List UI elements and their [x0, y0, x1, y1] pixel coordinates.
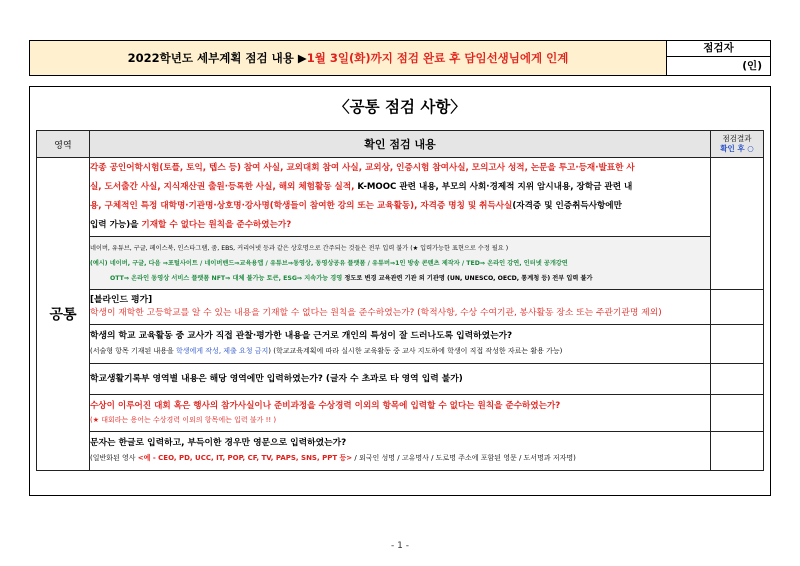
header-result-line1: 점검결과	[722, 134, 752, 143]
row4-text: 학교생활기록부 영역별 내용은 해당 영역에만 입력하였는가? (글자 수 초과로 타 영역 입력 불가)	[90, 373, 463, 384]
row1-result[interactable]	[711, 158, 764, 290]
row6-content	[90, 432, 711, 471]
row3-sub-blue: 학생에게 작성, 제출 요청 금지	[176, 347, 269, 355]
table-header-row	[37, 131, 764, 158]
row2-title: [블라인드 평가]	[90, 295, 153, 305]
row6-sub-b: / 외국인 성명 / 고유명사 / 도로명 주소에 포함된 영문 / 도서명과 저자명)	[352, 454, 576, 462]
area-label: 공통	[49, 307, 77, 323]
row1-line-c	[90, 197, 710, 216]
row1-line-b-black: K-MOOC 관련 내용, 부모의 사회·경제적 지위 암시내용, 장학금 관련 내	[357, 182, 633, 192]
header-result	[711, 131, 764, 158]
row1-note-2: (예시) 네이버, 구글, 다음 ⇒포털사이트 / 네이버밴드⇒교육용앱 / 유튜브⇒동영상, 동영상공유 플랫폼 / 유튜버⇒1인 방송 콘텐츠 제작자 / TED⇒ 온라인 강연, 인터넷 공개강연	[90, 259, 568, 267]
row5-sub: (★ 대회라는 용어는 수상경력 이외의 항목에는 입력 불가 !! )	[90, 416, 277, 424]
row1-note-1: 네이버, 유튜브, 구글, 페이스북, 인스타그램, 줌, EBS, 커리어넷 등과 같은 상호명으로 간주되는 것들은 전부 입력 불가 (★ 입력가능한 표현으로 수정 필요 )	[90, 244, 509, 252]
row4-content	[90, 364, 711, 395]
header-title	[30, 41, 667, 75]
table-row	[37, 364, 764, 395]
row4-result[interactable]	[711, 364, 764, 395]
row6-sub-a: (일반화된 영사	[90, 454, 138, 462]
checker-box	[667, 41, 770, 75]
row1-line-b	[90, 178, 710, 197]
row6-text: 문자는 한글로 입력하고, 부득이한 경우만 영문으로 입력하였는가?	[90, 438, 347, 448]
row1-note-3-green: OTT⇒ 온라인 동영상 서비스 플랫폼 NFT⇒ 대체 불가능 토큰, ESG⇒ 지속가능 경영	[110, 274, 345, 282]
header-box	[29, 40, 771, 76]
table-row	[37, 325, 764, 364]
row1-line-c-text: 용, 구체적인 특정 대학명·기관명·상호명·강사명(학생들이 참여한 강의 또는 교육활동), 자격증 명칭 및 취득사실	[90, 201, 513, 211]
row1-line-d-black: 입력 가능)을	[90, 220, 142, 230]
row3-result[interactable]	[711, 325, 764, 364]
row1-line-b-text: 실, 도서출간 사실, 지식재산권 출원·등록한 사실, 해외 체험활동 실적,	[90, 182, 358, 192]
row2-text: 학생이 재학한 고등학교를 알 수 있는 내용을 기재할 수 없다는 원칙을 준수하였는가? (학적사항, 수상 수여기관, 봉사활동 장소 또는 주관기관명 제외)	[90, 308, 662, 318]
checker-label: 점검자	[667, 41, 770, 57]
row1-notes	[90, 237, 711, 290]
header-title-main: 2022학년도 세부계획 점검 내용 ▶	[127, 51, 307, 65]
header-title-deadline: 1월 3일(화)까지 점검 완료 후 담임선생님에게 인계	[306, 51, 569, 65]
row1-line-d-red: 기재할 수 없다는 원칙을 준수하였는가?	[141, 220, 292, 230]
row3-sub-b: ) (학교교육계획에 따라 실시한 교육활동 중 교사 지도하에 학생이 직접 작성한 자료는 활용 가능)	[268, 347, 563, 355]
page-title: 〈공통 점검 사항〉	[334, 98, 466, 116]
row6-result[interactable]	[711, 432, 764, 471]
row1-note-3	[90, 271, 710, 286]
row5-text: 수상이 이루어진 대회 혹은 행사의 참가사실이나 준비과정을 수상경력 이외의 항목에 입력할 수 없다는 원칙을 준수하였는가?	[90, 401, 561, 411]
checklist-table	[36, 130, 764, 471]
table-row	[37, 290, 764, 325]
row3-text: 학생의 학교 교육활동 중 교사가 직접 관찰·평가한 내용을 근거로 개인의 특성이 잘 드러나도록 입력하였는가?	[90, 331, 513, 341]
row3-content	[90, 325, 711, 364]
header-result-line2: 확인 후 ○	[720, 144, 754, 153]
row5-content	[90, 395, 711, 432]
checklist-frame	[29, 86, 771, 496]
row1-line-d	[90, 216, 710, 235]
row6-sub-red: <예 - CEO, PD, UCC, IT, POP, CF, TV, PAPS, SNS, PPT 등>	[137, 454, 353, 462]
row1-line-a	[90, 159, 710, 178]
table-row	[37, 395, 764, 432]
row5-result[interactable]	[711, 395, 764, 432]
seal-label: (인)	[742, 60, 762, 72]
row3-sub-a: (서술형 항목 기재된 내용을	[90, 347, 177, 355]
table-row	[37, 432, 764, 471]
row6-sub	[90, 451, 710, 466]
table-row	[37, 237, 764, 290]
row1-line-a-text: 각종 공인어학시험(토플, 토익, 텝스 등) 참여 사실, 교외대회 참여 사실, 교외상, 인증시험 참여사실, 모의고사 성적, 논문을 투고·등재·발표한 사	[90, 163, 635, 173]
row1-content	[90, 158, 711, 237]
row1-line-c-black: (자격증 및 인증취득사항에만	[512, 201, 622, 211]
page-number: - 1 -	[391, 541, 409, 551]
row1-note-3-black: 정도로 변경 교육관련 기관 외 기관명 (UN, UNESCO, OECD, 통계청 등) 전부 입력 불가	[344, 274, 593, 282]
area-cell	[37, 158, 90, 471]
row2-result[interactable]	[711, 290, 764, 325]
row2-content	[90, 290, 711, 325]
table-row	[37, 158, 764, 237]
header-content: 확인 점검 내용	[90, 131, 711, 158]
row3-sub	[90, 344, 710, 359]
header-area: 영역	[37, 131, 90, 158]
